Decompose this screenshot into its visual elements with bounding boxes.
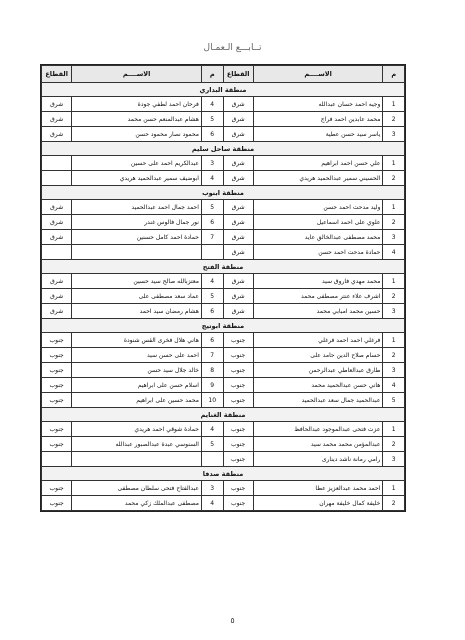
row-number-right: 3 (383, 304, 405, 319)
worker-name-left: حمادة شوقي احمد هريدي (72, 422, 202, 437)
row-number-left: 5 (201, 437, 223, 452)
sector-right: جنوب (223, 481, 253, 496)
sector-left: جنوب (42, 393, 72, 408)
row-number-left: 8 (201, 363, 223, 378)
table-row (42, 363, 405, 378)
worker-name-right: علي حسن احمد ابراهيم (253, 156, 383, 171)
worker-name-right: طارق عبدالعاطي عبدالرحمن (253, 363, 383, 378)
table-row (42, 496, 405, 511)
col-header-sector-right: القطاع (223, 66, 253, 83)
table-row (42, 156, 405, 171)
sector-left: جنوب (42, 437, 72, 452)
row-number-right: 2 (383, 437, 405, 452)
sector-right: شرق (223, 200, 253, 215)
worker-name-left: هشام عبدالمنعم حسن محمد (72, 112, 202, 127)
worker-name-left: خالد جلال سيد حسن (72, 363, 202, 378)
table-row (42, 274, 405, 289)
row-number-right: 1 (383, 156, 405, 171)
table-row (42, 112, 405, 127)
row-number-right: 2 (383, 112, 405, 127)
region-header-row (42, 408, 405, 422)
row-number-left: 7 (201, 230, 223, 245)
sector-left (42, 452, 72, 467)
region-header-row (42, 467, 405, 481)
region-header-row (42, 319, 405, 333)
region-name: منطقة ابوتيج (42, 319, 405, 333)
row-number-right: 3 (383, 230, 405, 245)
col-header-num-left: م (201, 66, 223, 83)
worker-name-left: حمادة احمد كامل حسنين (72, 230, 202, 245)
sector-left (42, 245, 72, 260)
worker-name-right: رامي رمانة ناشد دينارى (253, 452, 383, 467)
region-name: منطقة الفتح (42, 260, 405, 274)
table-row (42, 127, 405, 142)
region-header-row (42, 83, 405, 97)
row-number-left: 4 (201, 274, 223, 289)
sector-right: شرق (223, 171, 253, 186)
sector-right: جنوب (223, 496, 253, 511)
sector-left: جنوب (42, 422, 72, 437)
worker-name-left: هشام رمضان سيد احمد (72, 304, 202, 319)
row-number-left: 4 (201, 496, 223, 511)
table-row (42, 230, 405, 245)
sector-right: شرق (223, 215, 253, 230)
worker-name-left: مصطفى عبدالملك زكي محمد (72, 496, 202, 511)
row-number-right: 5 (383, 393, 405, 408)
sector-right: شرق (223, 245, 253, 260)
worker-name-left: احمد جمال احمد عبدالحميد (72, 200, 202, 215)
sector-left: شرق (42, 97, 72, 112)
table-row (42, 378, 405, 393)
worker-name-left (72, 452, 202, 467)
table-row (42, 200, 405, 215)
table-row (42, 481, 405, 496)
sector-right: شرق (223, 112, 253, 127)
row-number-right: 3 (383, 452, 405, 467)
row-number-left: 5 (201, 289, 223, 304)
table-row (42, 215, 405, 230)
table-row (42, 437, 405, 452)
sector-right: جنوب (223, 393, 253, 408)
row-number-right: 4 (383, 245, 405, 260)
region-header-row (42, 142, 405, 156)
sector-right: شرق (223, 274, 253, 289)
row-number-right: 2 (383, 496, 405, 511)
col-header-name-right: الاســــم (253, 66, 383, 83)
worker-name-left (72, 245, 202, 260)
col-header-num-right: م (383, 66, 405, 83)
row-number-left: 3 (201, 156, 223, 171)
worker-name-right: حسين محمد امبابي محمد (253, 304, 383, 319)
row-number-right: 3 (383, 127, 405, 142)
row-number-left (201, 452, 223, 467)
worker-name-left: اسلام حسن على ابراهيم (72, 378, 202, 393)
row-number-right: 2 (383, 348, 405, 363)
row-number-right: 4 (383, 378, 405, 393)
table-row (42, 452, 405, 467)
worker-name-left: معتزبالله صالح سيد حسين (72, 274, 202, 289)
worker-name-right: علوي على احمد اسماعيل (253, 215, 383, 230)
sector-right: جنوب (223, 363, 253, 378)
row-number-right: 1 (383, 422, 405, 437)
row-number-left: 7 (201, 348, 223, 363)
worker-name-right: عبدالحميد جمال سعد عبدالحميد (253, 393, 383, 408)
sector-left: جنوب (42, 363, 72, 378)
sector-left: شرق (42, 274, 72, 289)
sector-left: شرق (42, 230, 72, 245)
worker-name-left: محمود نصار محمود حسن (72, 127, 202, 142)
sector-left: جنوب (42, 333, 72, 348)
page-number: ٥ (230, 616, 235, 625)
table-row (42, 289, 405, 304)
worker-name-left: احمد على حسن سيد (72, 348, 202, 363)
table-row (42, 333, 405, 348)
worker-name-right: حسام صلاح الدين حامد على (253, 348, 383, 363)
worker-name-left: عبدالفتاح فتحى سلطان مصطفى (72, 481, 202, 496)
worker-name-right: عزت فتحى عبدالموجود عبدالحافظ (253, 422, 383, 437)
sector-left (42, 171, 72, 186)
worker-name-right: اشرف علاء عنتر مصطفى محمد (253, 289, 383, 304)
sector-right: جنوب (223, 378, 253, 393)
sector-right: جنوب (223, 437, 253, 452)
sector-right: شرق (223, 127, 253, 142)
region-name: منطقة ساحل سليم (42, 142, 405, 156)
worker-name-right: احمد محمد عبدالعزيز عطا (253, 481, 383, 496)
worker-name-left: ابوضيف سمير عبدالحميد هريدي (72, 171, 202, 186)
table-row (42, 245, 405, 260)
row-number-right: 2 (383, 171, 405, 186)
table-row (42, 304, 405, 319)
sector-right: جنوب (223, 452, 253, 467)
worker-name-right: عبدالمؤمن محمد محمد سيد (253, 437, 383, 452)
worker-name-right: وجيه احمد حسان عبدالله (253, 97, 383, 112)
row-number-left: 6 (201, 333, 223, 348)
sector-right: شرق (223, 156, 253, 171)
table-header-row (42, 66, 405, 83)
sector-left: شرق (42, 304, 72, 319)
table-row (42, 393, 405, 408)
sector-right: شرق (223, 304, 253, 319)
sector-left: شرق (42, 112, 72, 127)
sector-right: شرق (223, 289, 253, 304)
worker-name-right: محمد عابدين احمد فراج (253, 112, 383, 127)
row-number-left: 9 (201, 378, 223, 393)
worker-name-right: محمد مهدي فاروق سيد (253, 274, 383, 289)
region-name: منطقة البداري (42, 83, 405, 97)
row-number-left: 6 (201, 215, 223, 230)
sector-left: جنوب (42, 481, 72, 496)
sector-right: جنوب (223, 348, 253, 363)
row-number-left: 5 (201, 112, 223, 127)
row-number-left: 4 (201, 171, 223, 186)
col-header-name-left: الاســــم (72, 66, 202, 83)
worker-name-right: محمد مصطفى عبدالخالق عايد (253, 230, 383, 245)
workers-table (41, 65, 405, 511)
row-number-left: 4 (201, 422, 223, 437)
row-number-right: 1 (383, 200, 405, 215)
row-number-right: 2 (383, 289, 405, 304)
sector-left: شرق (42, 200, 72, 215)
sector-left: شرق (42, 215, 72, 230)
row-number-left: 5 (201, 200, 223, 215)
col-header-sector-left: القطاع (42, 66, 72, 83)
row-number-right: 1 (383, 97, 405, 112)
row-number-left: 10 (201, 393, 223, 408)
worker-name-left: نور جمال فالوس غندر (72, 215, 202, 230)
worker-name-right: ياسر سيد حسن عطية (253, 127, 383, 142)
row-number-left (201, 245, 223, 260)
row-number-left: 3 (201, 481, 223, 496)
sector-left: جنوب (42, 348, 72, 363)
row-number-right: 2 (383, 215, 405, 230)
sector-left: جنوب (42, 496, 72, 511)
worker-name-left: فرحان احمد لطفي جودة (72, 97, 202, 112)
sector-left: شرق (42, 289, 72, 304)
table-row (42, 348, 405, 363)
table-row (42, 422, 405, 437)
workers-table-frame (40, 64, 406, 512)
worker-name-left: هاني هلال فخرى القس شنودة (72, 333, 202, 348)
worker-name-right: هاني حسن عبدالحميد محمد (253, 378, 383, 393)
worker-name-right: وليد مدحت احمد حسن (253, 200, 383, 215)
page-title: تــابـــع الـعمـال (203, 43, 262, 53)
worker-name-right: فرغلي احمد احمد فرغلي (253, 333, 383, 348)
row-number-left: 6 (201, 304, 223, 319)
worker-name-left: محمد حسين على ابراهيم (72, 393, 202, 408)
region-header-row (42, 260, 405, 274)
region-name: منطقة الغنايم (42, 408, 405, 422)
region-name: منطقة ابنوب (42, 186, 405, 200)
table-row (42, 171, 405, 186)
sector-left (42, 156, 72, 171)
worker-name-right: حمادة مدحت احمد حسن (253, 245, 383, 260)
sector-right: جنوب (223, 333, 253, 348)
worker-name-left: عماد سعد مصطفى على (72, 289, 202, 304)
row-number-right: 1 (383, 274, 405, 289)
worker-name-right: الحسيني سمير عبدالحميد هريدي (253, 171, 383, 186)
sector-right: شرق (223, 97, 253, 112)
region-header-row (42, 186, 405, 200)
row-number-right: 3 (383, 363, 405, 378)
row-number-left: 4 (201, 97, 223, 112)
table-row (42, 97, 405, 112)
worker-name-left: السنوسي عبدة عبدالصبور عبدالله (72, 437, 202, 452)
sector-right: شرق (223, 230, 253, 245)
worker-name-right: خليفة كمال خليفة مهران (253, 496, 383, 511)
sector-right: جنوب (223, 422, 253, 437)
row-number-right: 1 (383, 481, 405, 496)
worker-name-left: عبدالكريم احمد على حسين (72, 156, 202, 171)
sector-left: شرق (42, 127, 72, 142)
row-number-right: 1 (383, 333, 405, 348)
region-name: منطقة صدفا (42, 467, 405, 481)
sector-left: جنوب (42, 378, 72, 393)
row-number-left: 6 (201, 127, 223, 142)
